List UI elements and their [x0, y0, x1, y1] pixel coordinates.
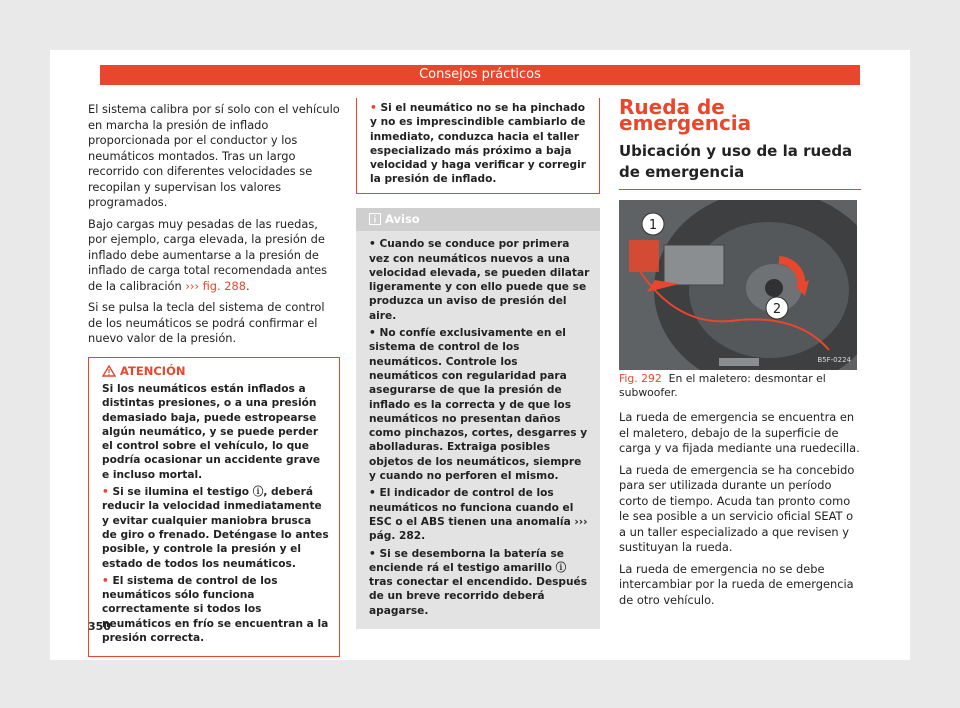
- page-reference-link[interactable]: ››› pág. 282: [369, 515, 588, 543]
- warning-continuation-box: [356, 98, 600, 194]
- warning-paragraph: Si los neumáticos están inflados a distintas presiones, o a una presión demasiado baja, puede estropearse algún neumático, y se puede perder el control sobre el vehículo, lo que podría ocasionar un accidente grave e incluso mortal.: [102, 383, 321, 481]
- warning-body: [89, 382, 339, 656]
- bullet-icon: •: [369, 327, 380, 340]
- note-box: [356, 208, 600, 629]
- callout-2: 2: [772, 302, 782, 317]
- subsection-title: Ubicación y uso de la rueda de emergencia: [619, 141, 861, 190]
- figure-spare-wheel: [619, 200, 857, 370]
- column-right: [619, 95, 861, 614]
- warning-triangle-icon: [102, 365, 116, 377]
- info-icon: [369, 213, 381, 225]
- figure-caption: [619, 372, 861, 400]
- paragraph: La rueda de emergencia no se debe intercambiar por la rueda de emergencia de otro vehículo.: [619, 561, 854, 607]
- figure-reference-link[interactable]: ››› fig. 288: [185, 278, 247, 293]
- callout-1: 1: [648, 218, 658, 233]
- section-header: Consejos prácticos: [100, 65, 860, 85]
- note-body: [356, 231, 600, 629]
- bullet-icon: •: [370, 102, 381, 114]
- note-bullet: • Cuando se conduce por primera vez con neumáticos nuevos a una velocidad elevada, se pueden dilatar ligeramente y con ello puede que se produzca un aviso de presión del aire.: [369, 238, 590, 322]
- bullet-icon: •: [369, 547, 380, 560]
- note-title: Aviso: [385, 211, 420, 226]
- paragraph: El sistema calibra por sí solo con el vehículo en marcha la presión de inflado proporcionada por el conductor y los neumáticos montados. Tras un largo recorrido con diferentes velocidades se recopilan y supervisan los valores programados.: [88, 102, 340, 209]
- warning-box: [88, 357, 340, 658]
- page-number: 350: [88, 620, 111, 633]
- paragraph-text: Bajo cargas muy pesadas de las ruedas, por ejemplo, carga elevada, la presión de inflado debe aumentarse a la presión de inflado de carga total recomendada antes de la calibración: [88, 216, 328, 293]
- spare-wheel-illustration: [619, 200, 857, 370]
- note-header: [356, 208, 600, 232]
- bullet-icon: •: [102, 574, 113, 587]
- figure-caption-text: En el maletero: desmontar el subwoofer.: [619, 372, 826, 399]
- paragraph: Si se pulsa la tecla del sistema de control de los neumáticos se podrá confirmar el nuevo valor de la presión.: [88, 300, 325, 345]
- bullet-icon: •: [369, 487, 380, 500]
- paragraph: La rueda de emergencia se encuentra en el maletero, debajo de la superficie de carga y va fijada mediante una ruedecilla.: [619, 410, 860, 455]
- note-bullet: • Si se desemborna la batería se enciende rá el testigo amarillo ⓘ tras conectar el encendido. Después de un breve recorrido deberá apagarse.: [369, 547, 588, 617]
- section-title: Rueda de emergencia: [619, 95, 752, 135]
- warning-title: ATENCIÓN: [120, 363, 186, 378]
- warning-bullet: • El sistema de control de los neumáticos sólo funciona correctamente si todos los neumáticos en frío se encuentran a la presión correcta.: [102, 574, 329, 645]
- paragraph: Bajo cargas muy pesadas de las ruedas, por ejemplo, carga elevada, la presión de inflado debe aumentarse a la presión de inflado de carga total recomendada antes de la calibración ››› fig. 288.: [88, 216, 328, 293]
- figure-id: B5F-0224: [817, 355, 851, 364]
- column-left: [88, 102, 340, 657]
- bullet-icon: •: [102, 486, 113, 499]
- figure-label: Fig. 292: [619, 372, 662, 385]
- warning-header: [89, 358, 339, 383]
- warning-bullet: Si el neumático no se ha pinchado y no es imprescindible cambiarlo de inmediato, conduzca hacia el taller especializado más próximo a baja velocidad y haga verificar y corregir la presión de inflado.: [370, 102, 586, 186]
- note-bullet: • El indicador de control de los neumáticos no funciona cuando el ESC o el ABS tienen una anomalía ››› pág. 282.: [369, 487, 588, 543]
- paragraph: La rueda de emergencia se ha concebido para ser utilizada durante un período corto de tiempo. Acuda tan pronto como le sea posible a un servicio oficial SEAT o a un taller especializado a que revisen y sustituyan la rueda.: [619, 462, 855, 554]
- warning-bullet: • Si se ilumina el testigo ⓘ, deberá reducir la velocidad inmediatamente y evitar cualquier maniobra brusca de giro o frenado. Deténgase lo antes posible, y controle la presión y el estado de todos los neumáticos.: [102, 486, 329, 570]
- bullet-icon: •: [369, 238, 380, 251]
- note-bullet: • No confíe exclusivamente en el sistema de control de los neumáticos. Controle los neumáticos con regularidad para asegurarse de que la presión de inflado es la correcta y de que los neumáticos no presentan daños como pinchazos, cortes, desgarres y abolladuras. Extraiga posibles objetos de los neumáticos, siempre y cuando no perforen el mismo.: [369, 327, 588, 483]
- column-middle: [356, 98, 600, 629]
